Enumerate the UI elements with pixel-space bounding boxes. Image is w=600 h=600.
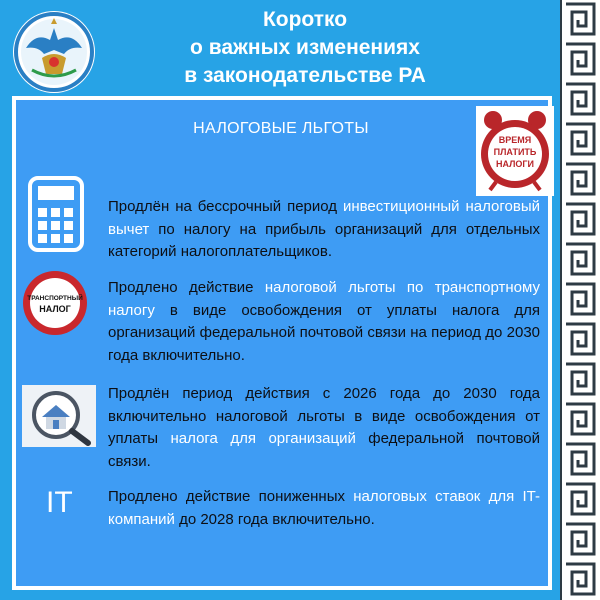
item-text: по налогу на прибыль организаций для отдельных категорий налогоплательщиков.	[108, 220, 540, 260]
item-text: Продлён на бессрочный период	[108, 198, 343, 215]
item-highlight: налога для организаций	[170, 430, 356, 447]
house-magnifier-icon	[22, 385, 96, 447]
item-highlight: инвестиционный налоговый вычет	[108, 198, 540, 238]
item-text: Продлён период действия с 2026 года до 2030 года включительно налоговой льготы в виде освобождения от уплаты	[108, 385, 540, 447]
item-text: федеральной почтовой связи.	[108, 430, 540, 470]
header	[0, 0, 560, 96]
item-highlight: налоговой льготы по транспортному налогу	[108, 279, 540, 319]
title-line: в законодательстве РА	[184, 64, 426, 87]
section-title: НАЛОГОВЫЕ ЛЬГОТЫ	[193, 120, 369, 137]
page-title	[110, 6, 500, 90]
clock-text-line: НАЛОГИ	[496, 159, 534, 169]
item-it-tax-rates	[108, 486, 540, 531]
clock-text-line: ПЛАТИТЬ	[493, 147, 537, 157]
title-line: Коротко	[262, 8, 348, 31]
item-text: Продлено действие пониженных	[108, 488, 354, 505]
alarm-clock-icon	[476, 106, 554, 196]
transport-tax-sign-icon	[22, 270, 88, 336]
calculator-icon	[28, 176, 84, 252]
clock-text-line: ВРЕМЯ	[498, 135, 532, 145]
item-text: в виде освобождения от уплаты налога для организаций федеральной почтовой связи на период до 2030 года включительно.	[108, 301, 540, 364]
item-transport-tax-benefit	[108, 277, 540, 367]
tax-time-clock-badge	[476, 106, 554, 196]
sign-text-line: ТРАНСПОРТНЫЙ	[27, 295, 83, 302]
content-panel	[12, 96, 552, 590]
item-investment-deduction	[108, 196, 540, 264]
it-label: IT	[46, 486, 73, 519]
altai-republic-emblem-icon	[12, 10, 96, 94]
greek-key-border	[560, 0, 600, 600]
item-text: Продлено действие	[108, 279, 265, 296]
title-line: о важных изменениях	[190, 36, 420, 59]
item-highlight: налоговых ставок для IT-компаний	[108, 488, 540, 528]
sign-text-line: НАЛОГ	[39, 304, 71, 314]
item-text: до 2028 года включительно.	[174, 510, 375, 528]
item-postal-tax-exemption	[108, 383, 540, 473]
